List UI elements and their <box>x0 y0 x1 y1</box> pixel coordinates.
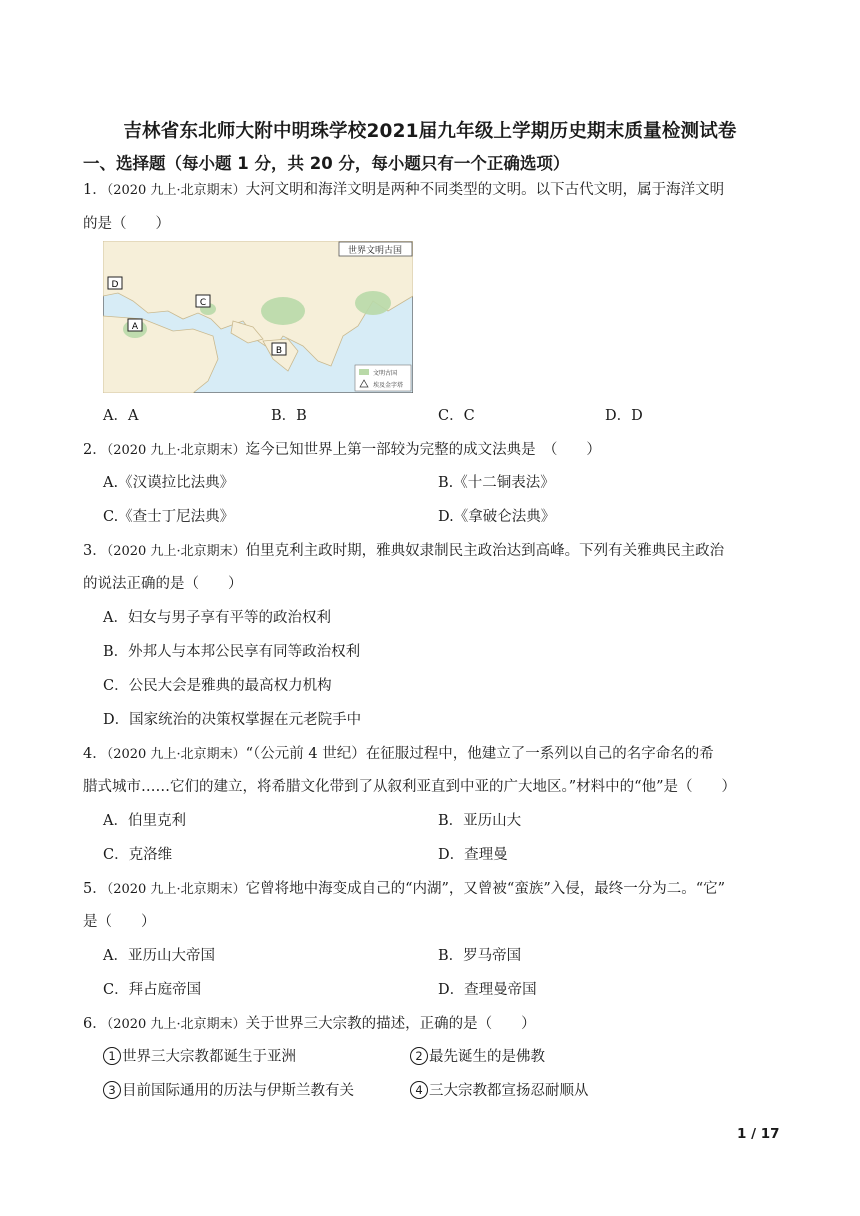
question-source: （2020 九上·北京期末） <box>106 1017 246 1032</box>
question-number: 4． <box>83 746 107 762</box>
q5-option-d[interactable]: D．查理曼帝国 <box>438 982 537 998</box>
question-1 <box>83 180 724 201</box>
q6-statement-3 <box>103 1081 354 1101</box>
q4-option-a[interactable]: A．伯里克利 <box>103 813 186 829</box>
question-3-cont: 的说法正确的是（ ） <box>83 576 243 592</box>
world-ancient-civilizations-map <box>103 241 413 393</box>
question-5-cont: 是（ ） <box>83 914 156 930</box>
q1-option-c[interactable]: C．C <box>438 408 475 424</box>
map-label-c: C <box>199 298 207 308</box>
circled-number-1: 1 <box>103 1047 121 1065</box>
question-4 <box>83 744 714 765</box>
map-label-b: B <box>275 346 283 356</box>
q4-option-d[interactable]: D．查理曼 <box>438 847 508 863</box>
question-source: （2020 九上·北京期末） <box>106 882 246 897</box>
question-2 <box>83 440 601 461</box>
legend-pyramid: 埃及金字塔 <box>373 382 404 389</box>
map-title: 世界文明古国 <box>347 246 403 256</box>
question-source: （2020 九上·北京期末） <box>106 183 246 198</box>
q3-option-c[interactable]: C．公民大会是雅典的最高权力机构 <box>103 678 332 694</box>
question-3 <box>83 541 724 562</box>
question-number: 3． <box>83 543 107 559</box>
q1-option-d[interactable]: D．D <box>605 408 643 424</box>
question-text: 它曾将地中海变成自己的“内湖”，又曾被“蛮族”入侵，最终一分为二。“它” <box>245 881 726 897</box>
section-heading: 一、选择题（每小题 1 分，共 20 分，每小题只有一个正确选项） <box>83 154 570 173</box>
question-number: 5． <box>83 881 107 897</box>
q3-option-a[interactable]: A．妇女与男子享有平等的政治权利 <box>103 610 331 626</box>
question-source: （2020 九上·北京期末） <box>106 544 246 559</box>
question-text: “（公元前 4 世纪）在征服过程中，他建立了一系列以自己的名字命名的希 <box>245 746 714 762</box>
question-1-cont: 的是（ ） <box>83 216 170 232</box>
map-label-d: D <box>111 280 119 290</box>
q5-option-c[interactable]: C．拜占庭帝国 <box>103 982 202 998</box>
question-5 <box>83 879 725 900</box>
statement-text: 目前国际通用的历法与伊斯兰教有关 <box>122 1083 354 1099</box>
page-number: 1 / 17 <box>737 1126 780 1142</box>
question-number: 1． <box>83 182 107 198</box>
question-source: （2020 九上·北京期末） <box>106 443 246 458</box>
q6-statement-1 <box>103 1047 296 1067</box>
question-4-cont: 腊式城市……它们的建立，将希腊文化带到了从叙利亚直到中亚的广大地区。”材料中的“他”是（ ） <box>83 779 736 795</box>
statement-text: 三大宗教都宣扬忍耐顺从 <box>429 1083 589 1099</box>
question-number: 6． <box>83 1016 107 1032</box>
question-number: 2． <box>83 442 107 458</box>
q4-option-b[interactable]: B．亚历山大 <box>438 813 522 829</box>
page-title: 吉林省东北师大附中明珠学校2021届九年级上学期历史期末质量检测试卷 <box>123 121 737 142</box>
question-text: 关于世界三大宗教的描述，正确的是（ ） <box>245 1016 536 1032</box>
question-text: 伯里克利主政时期，雅典奴隶制民主政治达到高峰。下列有关雅典民主政治 <box>245 543 725 559</box>
circled-number-4: 4 <box>410 1081 428 1099</box>
q2-option-d[interactable]: D.《拿破仑法典》 <box>438 509 556 525</box>
statement-text: 最先诞生的是佛教 <box>429 1049 545 1065</box>
q5-option-b[interactable]: B．罗马帝国 <box>438 948 522 964</box>
question-6 <box>83 1014 536 1035</box>
q5-option-a[interactable]: A．亚历山大帝国 <box>103 948 215 964</box>
question-text: 大河文明和海洋文明是两种不同类型的文明。以下古代文明，属于海洋文明 <box>245 182 725 198</box>
q3-option-d[interactable]: D．国家统治的决策权掌握在元老院手中 <box>103 712 362 728</box>
q2-option-c[interactable]: C.《查士丁尼法典》 <box>103 509 235 525</box>
circled-number-2: 2 <box>410 1047 428 1065</box>
statement-text: 世界三大宗教都诞生于亚洲 <box>122 1049 296 1065</box>
q6-statement-4 <box>410 1081 589 1101</box>
q4-option-c[interactable]: C．克洛维 <box>103 847 173 863</box>
question-source: （2020 九上·北京期末） <box>106 747 246 762</box>
question-text: 迄今已知世界上第一部较为完整的成文法典是 （ ） <box>245 442 601 458</box>
q1-option-b[interactable]: B．B <box>271 408 307 424</box>
q6-statement-2 <box>410 1047 545 1067</box>
q2-option-a[interactable]: A.《汉谟拉比法典》 <box>103 475 235 491</box>
q1-option-a[interactable]: A．A <box>103 408 139 424</box>
q3-option-b[interactable]: B．外邦人与本邦公民享有同等政治权利 <box>103 644 361 660</box>
legend-civilization: 文明古国 <box>373 370 398 377</box>
q2-option-b[interactable]: B.《十二铜表法》 <box>438 475 555 491</box>
circled-number-3: 3 <box>103 1081 121 1099</box>
map-label-a: A <box>131 322 139 332</box>
